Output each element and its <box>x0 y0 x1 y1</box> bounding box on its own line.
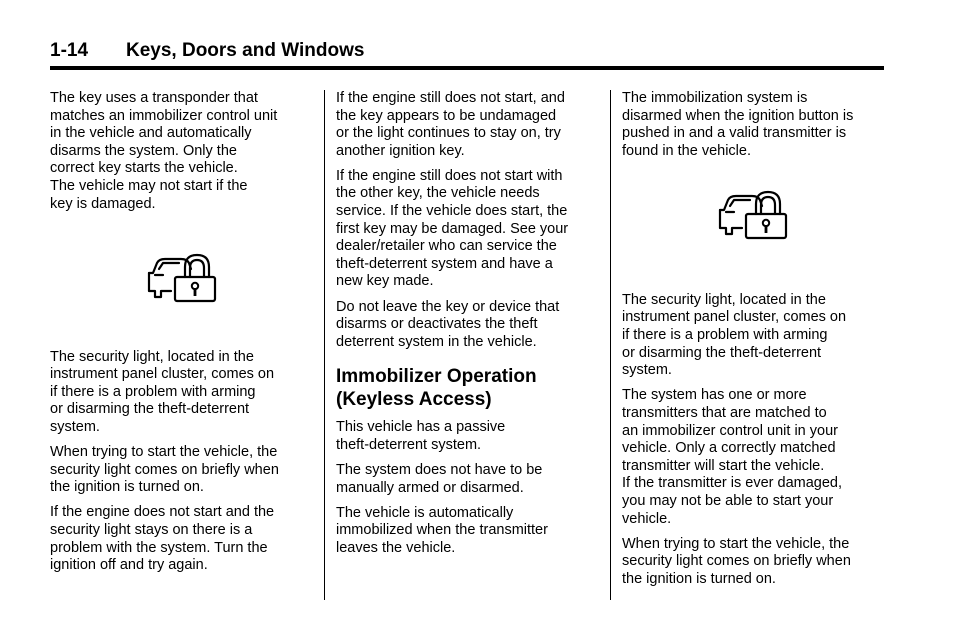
column-left <box>50 90 312 582</box>
column-divider <box>610 90 611 600</box>
paragraph: The system does not have to be manually armed or disarmed. <box>336 462 543 496</box>
paragraph: If the engine still does not start, and the key appears to be undamaged or the light continues to stay on, try another ignition key. <box>336 90 565 159</box>
section-title: Keys, Doors and Windows <box>126 40 365 61</box>
column-divider <box>324 90 325 600</box>
column-middle <box>336 90 602 565</box>
paragraph: When trying to start the vehicle, the security light comes on briefly when the ignition is turned on. <box>50 444 279 496</box>
paragraph: If the engine still does not start with the other key, the vehicle needs service. If the vehicle does start, the first key may be damaged. See your dealer/retailer who can service the theft-deterrent system and have a new key made. <box>336 167 569 290</box>
paragraph: The immobilization system is disarmed when the ignition button is pushed in and a valid transmitter is found in the vehicle. <box>622 90 854 159</box>
paragraph: Do not leave the key or device that disarms or deactivates the theft deterrent system in the vehicle. <box>336 298 560 350</box>
paragraph: The vehicle is automatically immobilized when the transmitter leaves the vehicle. <box>336 504 548 556</box>
subsection-heading: Immobilizer Operation (Keyless Access) <box>336 366 537 411</box>
paragraph: The key uses a transponder that matches an immobilizer control unit in the vehicle and automatically disarms the system. Only the correct key starts the vehicle. The vehicle may not start if the key is damaged. <box>50 90 278 212</box>
security-light-figure <box>622 168 884 292</box>
column-right <box>622 90 884 596</box>
car-with-padlock-icon <box>145 251 217 303</box>
security-light-figure <box>50 221 312 349</box>
paragraph: This vehicle has a passive theft-deterrent system. <box>336 419 506 453</box>
paragraph: If the engine does not start and the security light stays on there is a problem with the system. Turn the ignition off and try again. <box>50 504 275 574</box>
paragraph: The security light, located in the instrument panel cluster, comes on if there is a problem with arming or disarming the theft-deterrent system. <box>622 291 847 379</box>
car-with-padlock-icon <box>716 188 788 240</box>
paragraph: The security light, located in the instrument panel cluster, comes on if there is a problem with arming or disarming the theft-deterrent system. <box>50 348 275 436</box>
paragraph: When trying to start the vehicle, the security light comes on briefly when the ignition is turned on. <box>622 535 851 587</box>
paragraph: The system has one or more transmitters that are matched to an immobilizer control unit in your vehicle. Only a correctly matched transmitter will start the vehicle. If the transmitter is ever damaged, you may not be able to start your vehicle. <box>622 387 843 527</box>
page-header <box>50 38 884 70</box>
page-number: 1-14 <box>50 40 89 61</box>
